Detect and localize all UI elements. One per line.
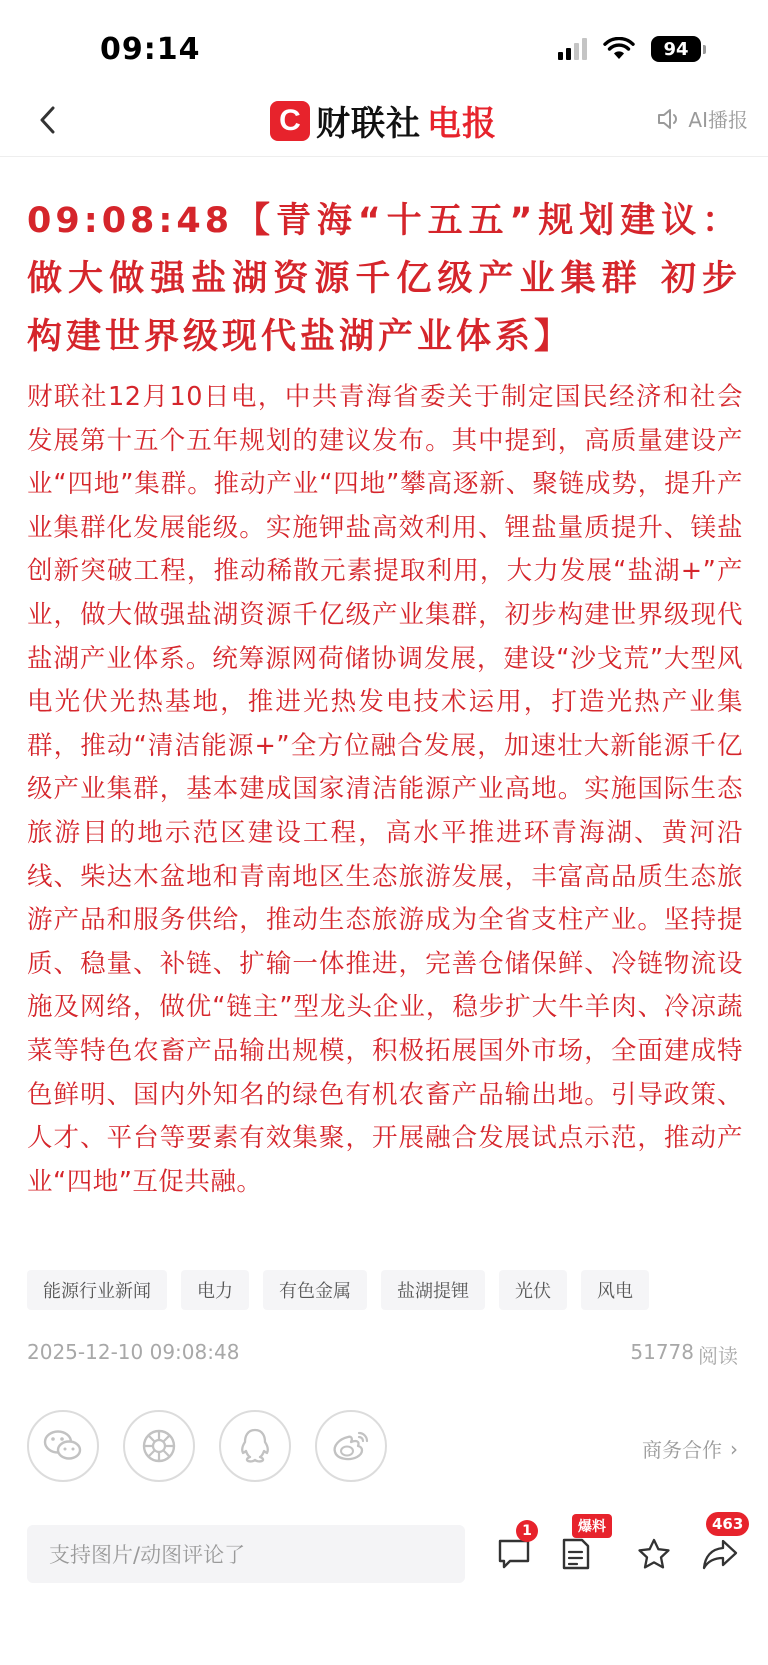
bottom-bar	[0, 1510, 768, 1665]
publish-date: 2025-12-10 09:08:48	[27, 1340, 240, 1364]
status-bar	[0, 0, 768, 90]
weibo-icon	[331, 1429, 371, 1463]
battery-level: 94	[651, 36, 701, 62]
ai-play-button[interactable]	[656, 104, 748, 133]
read-count-value: 51778	[630, 1340, 694, 1364]
ai-play-label: AI播报	[688, 108, 748, 132]
comment-input[interactable]: 支持图片/动图评论了	[27, 1525, 465, 1583]
share-moments-button[interactable]	[123, 1410, 195, 1482]
tag-nonferrous-metals[interactable]: 有色金属	[263, 1270, 367, 1310]
read-count	[630, 1340, 738, 1369]
logo-text-section: 电报	[427, 104, 497, 144]
read-count-label: 阅读	[698, 1344, 738, 1368]
wifi-icon	[603, 37, 635, 61]
share-weibo-button[interactable]	[315, 1410, 387, 1482]
tipoff-button[interactable]	[554, 1532, 598, 1576]
logo-mark: C	[270, 101, 310, 141]
tipoff-badge: 爆料	[572, 1514, 612, 1538]
share-wechat-button[interactable]	[27, 1410, 99, 1482]
article-title: 09:08:48【青海“十五五”规划建议：做大做强盐湖资源千亿级产业集群 初步构建世界级现代盐湖产业体系】	[27, 201, 741, 357]
business-cooperation-label: 商务合作	[642, 1438, 722, 1462]
cellular-signal-icon	[558, 38, 587, 60]
nav-divider	[0, 156, 768, 157]
share-qq-button[interactable]	[219, 1410, 291, 1482]
favorite-button[interactable]	[632, 1532, 676, 1576]
tag-energy-news[interactable]: 能源行业新闻	[27, 1270, 167, 1310]
moments-icon	[140, 1427, 178, 1465]
back-button[interactable]	[28, 98, 68, 142]
forward-button[interactable]	[698, 1532, 742, 1576]
logo-text-brand: 财联社	[316, 104, 421, 144]
wechat-icon	[43, 1429, 83, 1463]
article-body: 财联社12月10日电，中共青海省委关于制定国民经济和社会发展第十五个五年规划的建议发布。其中提到，高质量建设产业“四地”集群。推动产业“四地”攀高逐新、聚链成势，提升产业集群化发展能级。实施钾盐高效利用、锂盐量质提升、镁盐创新突破工程，推动稀散元素提取利用，大力发展“盐湖+”产业，做大做强盐湖资源千亿级产业集群，初步构建世界级现代盐湖产业体系。统筹源网荷储协调发展，建设“沙戈荒”大型风电光伏光热基地，推进光热发电技术运用，打造光热产业集群，推动“清洁能源+”全方位融合发展，加速壮大新能源千亿级产业集群，基本建成国家清洁能源产业高地。实施国际生态旅游目的地示范区建设工程，高水平推进环青海湖、黄河沿线、柴达木盆地和青南地区生态旅游发展，丰富高品质生态旅游产品和服务供给，推动生态旅游成为全省支柱产业。坚持提质、稳量、补链、扩输一体推进，完善仓储保鲜、冷链物流设施及网络，做优“链主”型龙头企业，稳步扩大牛羊肉、冷凉蔬菜等特色农畜产品输出规模，积极拓展国外市场，全面建成特色鲜明、国内外知名的绿色有机农畜产品输出地。引导政策、人才、平台等要素有效集聚，开展融合发展试点示范，推动产业“四地”互促共融。	[27, 382, 743, 1197]
comment-count-badge: 1	[516, 1520, 538, 1542]
share-row	[27, 1410, 387, 1482]
battery-icon	[651, 36, 706, 62]
tag-list	[27, 1270, 649, 1310]
speaker-icon	[656, 107, 682, 131]
qq-icon	[238, 1427, 272, 1465]
tag-wind-power[interactable]: 风电	[581, 1270, 649, 1310]
chevron-left-icon	[38, 105, 58, 135]
business-cooperation-link[interactable]	[642, 1434, 738, 1463]
share-arrow-icon	[701, 1537, 739, 1571]
document-icon	[560, 1536, 592, 1572]
share-count-badge: 463	[706, 1512, 749, 1536]
nav-bar	[0, 90, 768, 156]
status-time: 09:14	[100, 32, 201, 67]
chevron-right-icon: ›	[730, 1436, 738, 1461]
tag-salt-lake-lithium[interactable]: 盐湖提锂	[381, 1270, 485, 1310]
tag-electricity[interactable]: 电力	[181, 1270, 249, 1310]
comment-icon	[496, 1537, 532, 1571]
app-logo	[270, 96, 497, 145]
star-icon	[636, 1537, 672, 1571]
status-icons	[558, 36, 706, 62]
tag-photovoltaic[interactable]: 光伏	[499, 1270, 567, 1310]
